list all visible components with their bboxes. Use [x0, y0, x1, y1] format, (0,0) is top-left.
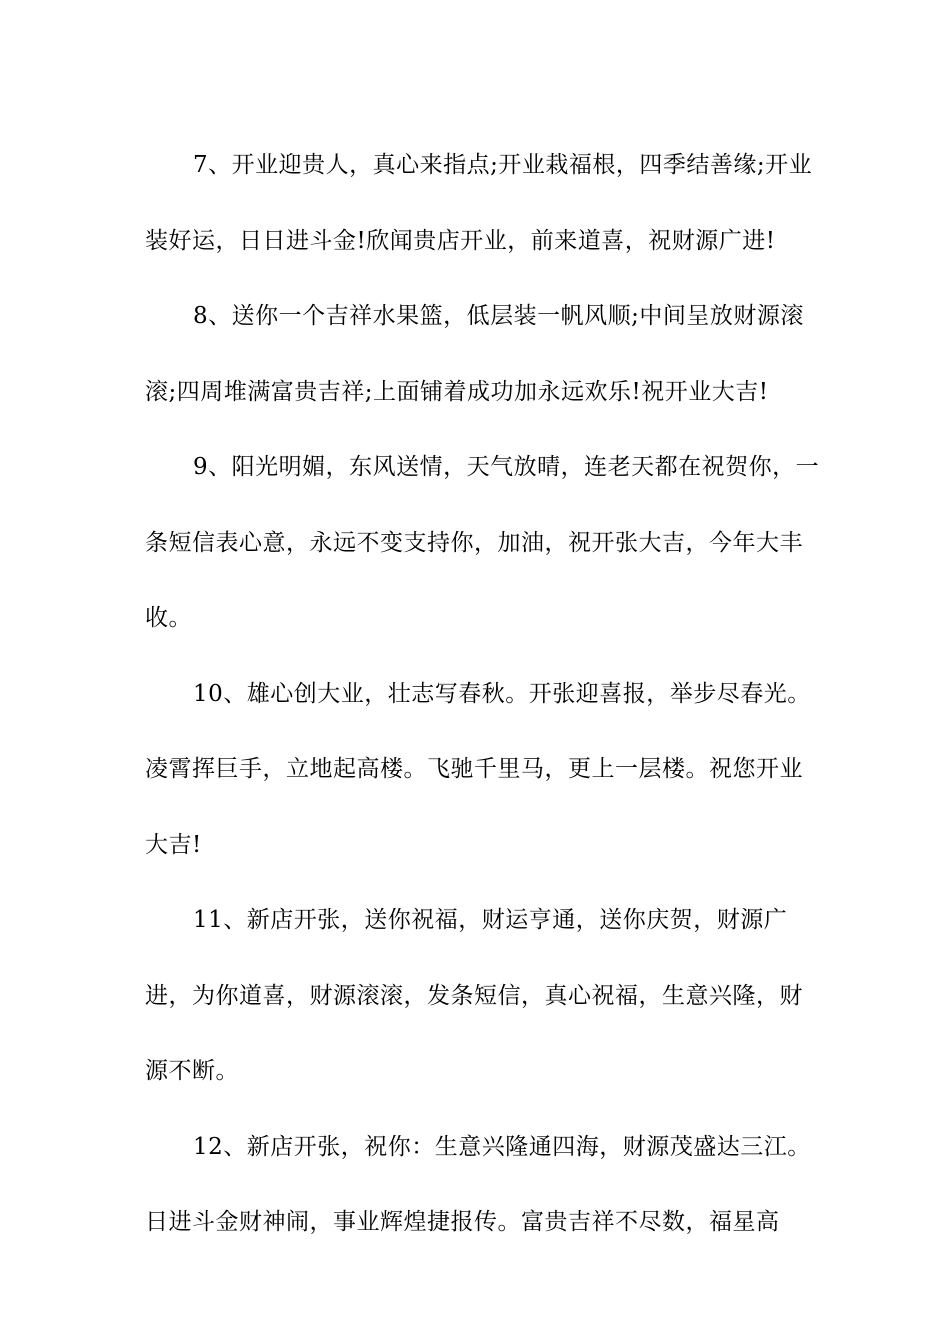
document-body — [145, 128, 825, 1261]
paragraph-9: 9、阳光明媚，东风送情，天气放晴，连老天都在祝贺你，一条短信表心意，永远不变支持你，加油，祝开张大吉，今年大丰收。 — [145, 454, 820, 631]
paragraph-11: 11、新店开张，送你祝福，财运亨通，送你庆贺，财源广进，为你道喜，财源滚滚，发条短信，真心祝福，生意兴隆，财源不断。 — [145, 907, 803, 1084]
paragraph-8: 8、送你一个吉祥水果篮，低层装一帆风顺;中间呈放财源滚滚;四周堆满富贵吉祥;上面铺着成功加永远欢乐!祝开业大吉! — [145, 303, 804, 405]
paragraph-7: 7、开业迎贵人，真心来指点;开业栽福根，四季结善缘;开业装好运，日日进斗金!欣闻贵店开业，前来道喜，祝财源广进! — [145, 152, 813, 254]
paragraph-12: 12、新店开张，祝你：生意兴隆通四海，财源茂盛达三江。日进斗金财神闹，事业辉煌捷报传。富贵吉祥不尽数，福星高 — [145, 1133, 811, 1235]
paragraph-10: 10、雄心创大业，壮志写春秋。开张迎喜报，举步尽春光。凌霄挥巨手，立地起高楼。飞驰千里马，更上一层楼。祝您开业大吉! — [145, 680, 811, 858]
